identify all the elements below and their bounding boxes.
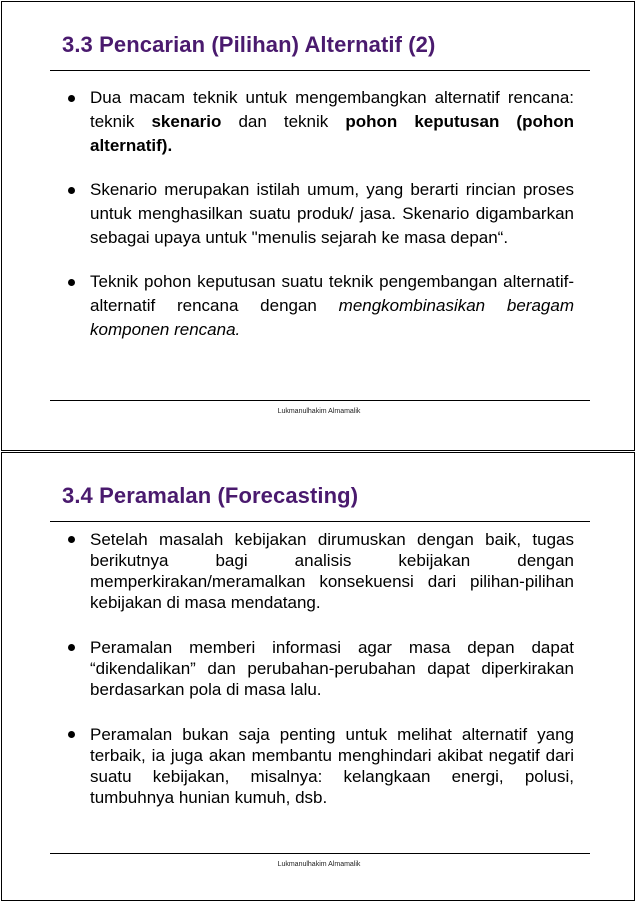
slide-1-bullet-3: Teknik pohon keputusan suatu teknik pengembangan alternatif-alternatif rencana dengan mengkombinasikan beragam komponen rencana. — [68, 270, 574, 342]
bullet-dot-icon — [68, 536, 75, 543]
slide-1-title: 3.3 Pencarian (Pilihan) Alternatif (2) — [62, 32, 436, 57]
slide-2 — [1, 452, 635, 901]
slide-2-bullet-1: Setelah masalah kebijakan dirumuskan dengan baik, tugas berikutnya bagi analisis kebijakan dengan memperkirakan/meramalkan konsekuensi dari pilihan-pilihan kebijakan di masa mendatang. — [68, 529, 574, 613]
slide-1-bullet-list — [68, 86, 574, 362]
slide-2-bullet-list — [68, 529, 574, 832]
term-skenario: skenario — [151, 112, 222, 131]
bullet-dot-icon — [68, 187, 75, 194]
bullet-dot-icon — [68, 279, 75, 286]
bullet-dot-icon — [68, 731, 75, 738]
slide-1-bullet-2: Skenario merupakan istilah umum, yang berarti rincian proses untuk menghasilkan suatu produk/ jasa. Skenario digambarkan sebagai upaya untuk "menulis sejarah ke masa depan“. — [68, 178, 574, 250]
term-pohon-keputusan: pohon keputusan (pohon alternatif). — [90, 112, 574, 155]
slide-1-footer: Lukmanulhakim Almamalik — [277, 408, 361, 415]
italic-phrase: mengkombinasikan beragam komponen rencana. — [90, 296, 574, 339]
slide-1-title-rule — [50, 70, 590, 71]
bullet-dot-icon — [68, 644, 75, 651]
slide-2-bullet-3: Peramalan bukan saja penting untuk melihat alternatif yang terbaik, ia juga akan membantu menghindari akibat negatif dari suatu kebijakan, misalnya: kelangkaan energi, polusi, tumbuhnya hunian kumuh, dsb. — [68, 724, 574, 808]
slide-2-footer: Lukmanulhakim Almamalik — [277, 861, 361, 868]
slide-2-title-rule — [50, 521, 590, 522]
slide-2-footer-rule — [50, 853, 590, 854]
bullet-dot-icon — [68, 95, 75, 102]
slide-1 — [1, 1, 635, 451]
slide-2-bullet-2: Peramalan memberi informasi agar masa depan dapat “dikendalikan” dan perubahan-perubahan dapat diperkirakan berdasarkan pola di masa lalu. — [68, 637, 574, 700]
slide-1-bullet-1: Dua macam teknik untuk mengembangkan alternatif rencana: teknik skenario dan teknik pohon keputusan (pohon alternatif). — [68, 86, 574, 158]
slide-1-footer-rule — [50, 400, 590, 401]
slide-2-title: 3.4 Peramalan (Forecasting) — [62, 483, 359, 508]
